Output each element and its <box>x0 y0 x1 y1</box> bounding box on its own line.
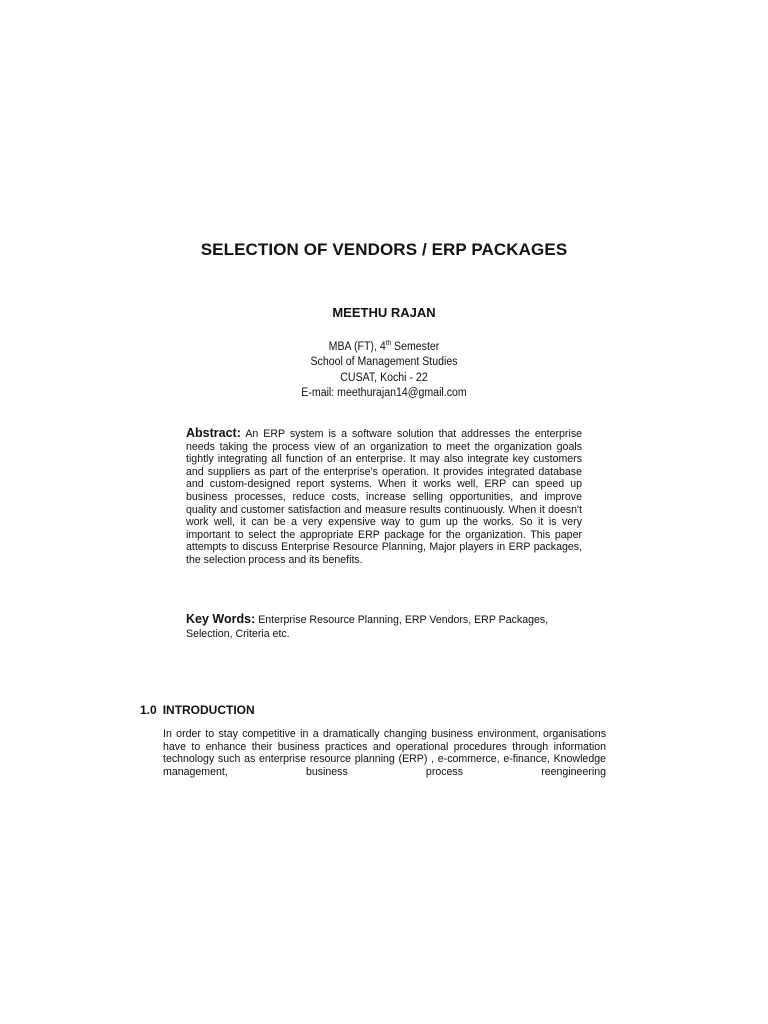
author-name: MEETHU RAJAN <box>332 305 436 320</box>
paper-title: SELECTION OF VENDORS / ERP PACKAGES <box>200 240 568 259</box>
program-prefix: MBA (FT), 4 <box>328 340 386 353</box>
keywords-label: Key Words: <box>186 612 256 626</box>
affiliation-school: School of Management Studies <box>310 356 458 369</box>
abstract-label: Abstract: <box>186 426 241 440</box>
program-superscript: th <box>385 340 392 347</box>
author-affiliation <box>31 336 738 402</box>
affiliation-program <box>31 336 738 355</box>
abstract <box>186 427 582 567</box>
section-number: 1.0 <box>140 703 157 717</box>
section-title: INTRODUCTION <box>162 703 255 717</box>
introduction-paragraph: In order to stay competitive in a dramatically changing business environment, organisations have to enhance their business practices and operational procedures through information technology such as enterprise resource planning (ERP) , e-commerce, e-finance, Knowledge management, business process reengineering <box>163 728 606 778</box>
abstract-text: An ERP system is a software solution that addresses the enterprise needs taking the process view of an organization to meet the organization goals tightly integrating all function of an enterprise. It may also integrate key customers and suppliers as part of the enterprise’s operation. It provides integrated database and custom-designed report systems. When it works well, ERP can speed up business processes, reduce costs, increase selling opportunities, and improve quality and customer satisfaction and measure results continuously. When it doesn't work well, it can be a very expensive way to gum up the works. So it is very important to select the appropriate ERP package for the organization. This paper attempts to discuss Enterprise Resource Planning, Major players in ERP packages, the selection process and its benefits. <box>186 428 583 566</box>
program-suffix: Semester <box>391 340 440 353</box>
keywords-text: Enterprise Resource Planning, ERP Vendors, ERP Packages, Selection, Criteria etc. <box>186 614 549 640</box>
keywords <box>186 612 582 641</box>
author-email: E-mail: meethurajan14@gmail.com <box>301 387 467 400</box>
affiliation-location: CUSAT, Kochi - 22 <box>340 371 428 384</box>
section-heading <box>140 703 255 717</box>
